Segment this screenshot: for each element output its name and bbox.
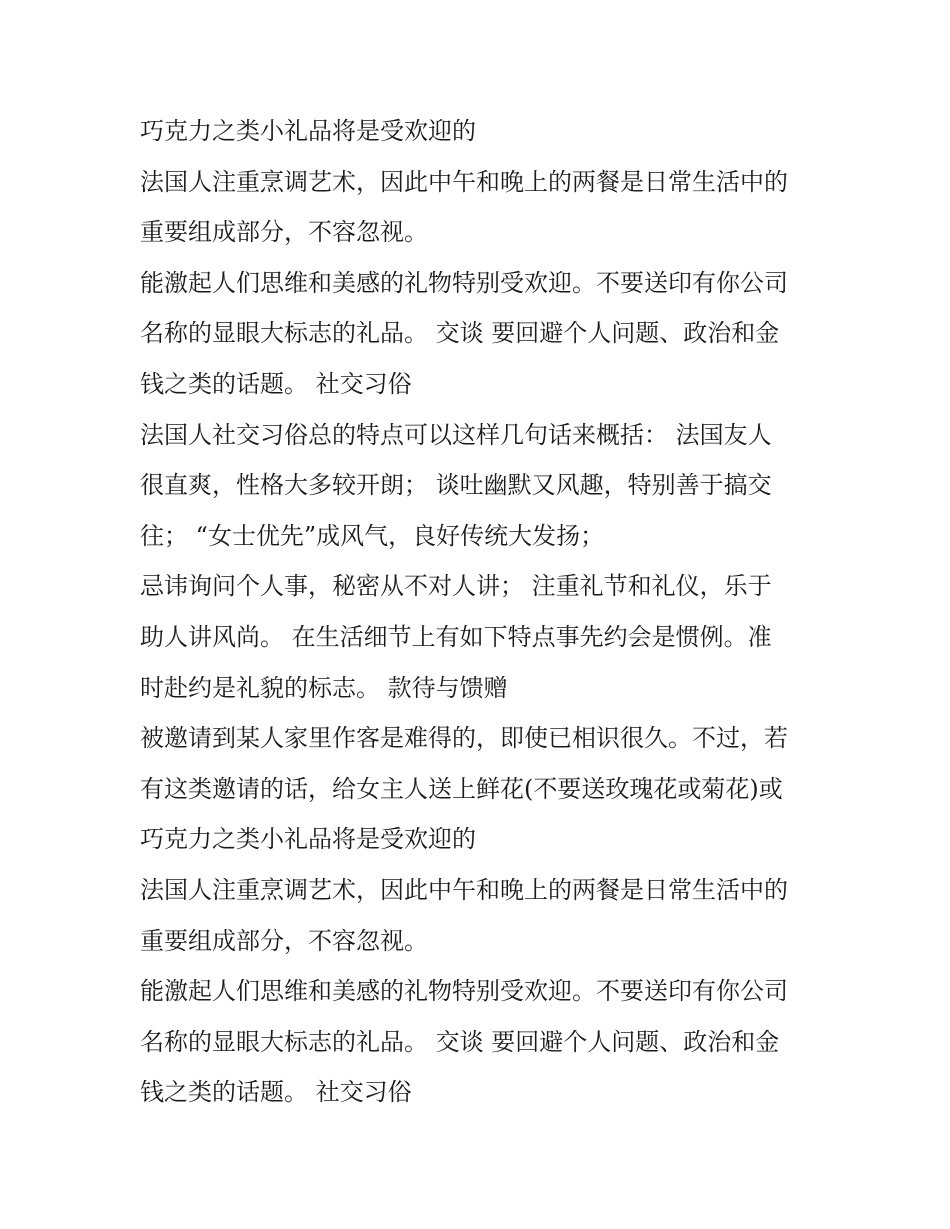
text-line: 巧克力之类小礼品将是受欢迎的 bbox=[140, 825, 476, 854]
text-line: 名称的显眼大标志的礼品。 交谈 要回避个人问题、政治和金 bbox=[140, 1027, 780, 1056]
text-line: 忌讳询问个人事，秘密从不对人讲； 注重礼节和礼仪，乐于 bbox=[140, 572, 772, 601]
text-line: 法国人社交习俗总的特点可以这样几句话来概括： 法国友人 bbox=[140, 420, 772, 449]
text-line: 能激起人们思维和美感的礼物特别受欢迎。不要送印有你公司 bbox=[140, 977, 788, 1006]
text-line: 很直爽，性格大多较开朗； 谈吐幽默又风趣，特别善于搞交 bbox=[140, 471, 772, 500]
text-line: 时赴约是礼貌的标志。 款待与馈赠 bbox=[140, 673, 508, 702]
text-line: 被邀请到某人家里作客是难得的，即使已相识很久。不过，若 bbox=[140, 724, 788, 753]
text-line: 重要组成部分，不容忽视。 bbox=[140, 926, 428, 955]
text-line: 钱之类的话题。 社交习俗 bbox=[140, 369, 412, 398]
text-line: 能激起人们思维和美感的礼物特别受欢迎。不要送印有你公司 bbox=[140, 268, 788, 297]
text-line: 有这类邀请的话，给女主人送上鲜花(不要送玫瑰花或菊花)或 bbox=[140, 774, 783, 803]
text-line: 法国人注重烹调艺术，因此中午和晚上的两餐是日常生活中的 bbox=[140, 875, 788, 904]
text-line: 法国人注重烹调艺术，因此中午和晚上的两餐是日常生活中的 bbox=[140, 167, 788, 196]
text-line: 巧克力之类小礼品将是受欢迎的 bbox=[140, 117, 476, 145]
text-line: 名称的显眼大标志的礼品。 交谈 要回避个人问题、政治和金 bbox=[140, 319, 780, 348]
text-line: 往； “女士优先”成风气，良好传统大发扬； bbox=[140, 521, 605, 550]
text-line: 重要组成部分，不容忽视。 bbox=[140, 218, 428, 247]
text-line: 钱之类的话题。 社交习俗 bbox=[140, 1078, 412, 1107]
text-line: 助人讲风尚。 在生活细节上有如下特点事先约会是惯例。准 bbox=[140, 622, 772, 651]
document-body bbox=[140, 106, 820, 1118]
